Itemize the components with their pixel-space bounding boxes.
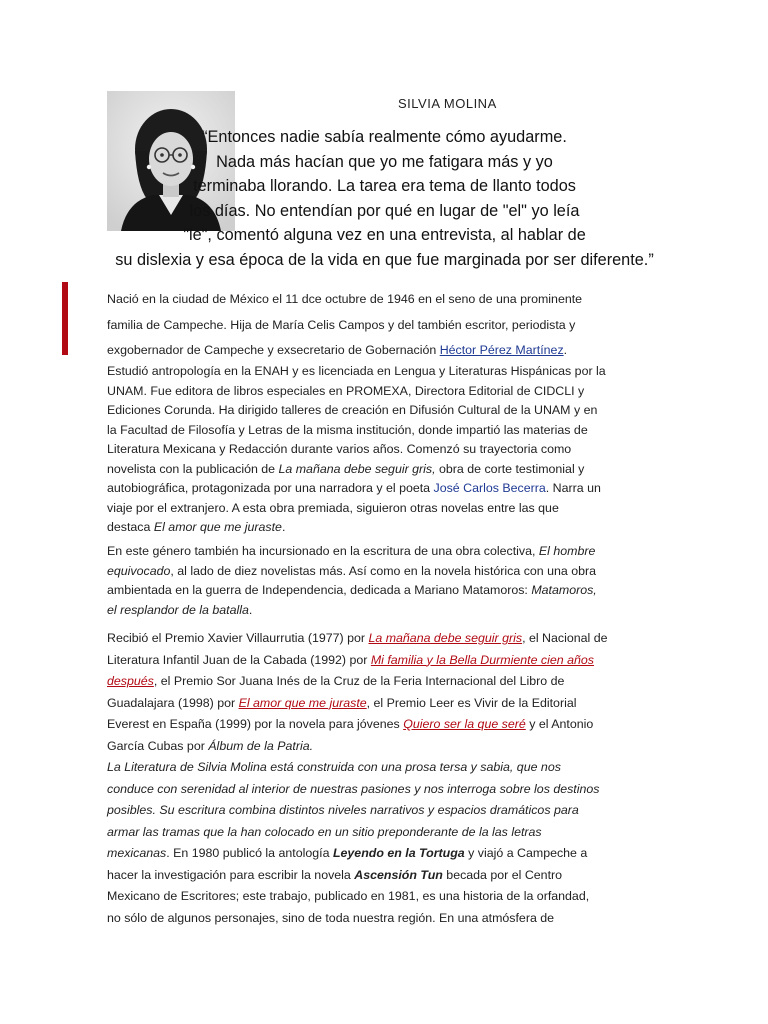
text: armar las tramas que la han colocado en un sitio preponderante de la las letras <box>107 824 542 839</box>
bio-paragraph-3 <box>107 542 661 620</box>
text: ambientada en la guerra de Independencia, dedicada a Mariano Matamoros: <box>107 583 532 597</box>
book-title: La mañana debe seguir gris, <box>278 461 436 476</box>
quote-line: terminaba llorando. La tarea era tema de llanto todos <box>193 177 576 195</box>
book-link-mi-familia[interactable]: Mi familia y la Bella Durmiente cien años <box>370 652 594 667</box>
book-link-la-manana[interactable]: La mañana debe seguir gris <box>368 631 523 645</box>
book-title: el resplandor de la batalla <box>107 602 249 617</box>
bio-paragraph-4 <box>107 628 661 929</box>
text-line <box>107 779 661 801</box>
text: Literatura Infantil Juan de la Cabada (1992) por <box>107 652 371 667</box>
text-line <box>107 518 661 538</box>
text: autobiográfica, protagonizada por una narradora y el poeta <box>107 481 434 495</box>
text: exgobernador de Campeche y exsecretario de Gobernación <box>107 343 440 357</box>
text: , el Premio Leer es Vivir de la Editorial <box>366 695 577 710</box>
text: obra de corte testimonial y <box>435 461 585 476</box>
word: por <box>186 738 205 753</box>
text-line <box>107 479 661 499</box>
poet-name: José Carlos Becerra <box>433 481 546 495</box>
book-title: equivocado <box>107 563 171 578</box>
quote-line: "le", comentó alguna vez en una entrevista, al hablar de <box>183 226 586 244</box>
book-link-el-amor[interactable]: El amor que me juraste <box>238 695 367 710</box>
text-line <box>107 671 661 693</box>
text: . En 1980 publicó la antología <box>166 846 333 860</box>
word: García <box>107 738 145 753</box>
text: novelista con la publicación de <box>107 461 279 476</box>
quote-line: su dislexia y esa época de la vida en que fue marginada por ser diferente.” <box>115 250 654 269</box>
text: , al lado de diez novelistas más. Así como en la novela histórica con una obra <box>170 563 597 578</box>
quote-line: los días. No entendían por qué en lugar de "el" yo leía <box>189 201 580 220</box>
word: la <box>264 738 274 753</box>
text-line <box>107 714 661 736</box>
text-line: familia de Campeche. Hija de María Celis Campos y del también escritor, periodista y <box>107 317 576 332</box>
text: En este género también ha incursionado en la escritura de una obra colectiva, <box>107 544 539 558</box>
word: Cubas <box>147 738 184 753</box>
text: destaca <box>107 520 154 534</box>
text: , el Premio Sor Juana Inés de la Cruz de la Feria Internacional del Libro de <box>153 674 565 688</box>
accent-bar <box>62 282 68 355</box>
bio-paragraph-1 <box>107 287 661 364</box>
text-line <box>107 542 661 562</box>
book-title: Matamoros, <box>531 583 597 597</box>
text-line: viaje por el extranjero. A esta obra premiada, siguieron otras novelas entre las que <box>107 500 559 515</box>
word: Patria. <box>277 738 314 753</box>
author-name: SILVIA MOLINA <box>398 96 497 111</box>
text: Nació en la ciudad de México el 11 dce octubre de 1946 en el seno de una prominente <box>107 292 583 306</box>
text-line <box>107 628 661 650</box>
text-line <box>107 800 661 822</box>
text: Recibió el Premio Xavier Villaurrutia (1977) por <box>107 631 369 645</box>
text-line <box>107 601 661 621</box>
text: y el Antonio <box>525 717 594 731</box>
text: La Literatura de Silvia Molina está construida con una prosa tersa y sabia, que nos <box>107 760 561 774</box>
text: . <box>563 343 568 357</box>
text-line <box>107 757 661 779</box>
book-title: El hombre <box>538 544 596 558</box>
text: posibles. Su escritura combina distintos niveles narrativos y espacios dramáticos para <box>107 803 579 817</box>
word: Álbum <box>208 738 244 753</box>
text: y viajó a Campeche a <box>464 846 588 860</box>
text-line <box>107 865 661 887</box>
text-line <box>107 650 661 672</box>
book-title: Leyendo en la Tortuga <box>332 846 465 860</box>
text-line <box>107 581 661 601</box>
book-title: El amor que me juraste <box>153 520 282 534</box>
text: . Narra un <box>545 481 601 495</box>
text-line <box>107 562 661 582</box>
book-title: Ascensión Tun <box>354 867 443 882</box>
text-line: Literatura Mexicana y Redacción durante varios años. Comenzó su trayectoria como <box>107 442 572 456</box>
book-link-mi-familia-cont[interactable]: después <box>107 674 154 688</box>
word: de <box>246 738 261 753</box>
hector-perez-martinez-link[interactable]: Héctor Pérez Martínez <box>439 343 564 357</box>
text-line: UNAM. Fue editora de libros especiales en PROMEXA, Directora Editorial de CIDCLI y <box>107 383 585 398</box>
text-line <box>107 287 661 313</box>
quote-line: “Entonces nadie sabía realmente cómo ayudarme. <box>202 128 567 146</box>
quote-block <box>102 125 667 272</box>
text: . <box>281 520 286 534</box>
text: mexicanas <box>107 846 167 860</box>
text-line <box>107 843 661 865</box>
quote-line: Nada más hacían que yo me fatigara más y yo <box>216 152 553 171</box>
text-line <box>107 460 661 480</box>
text-line: Mexicano de Escritores; este trabajo, publicado en 1981, es una historia de la orfandad, <box>107 889 590 903</box>
text-line <box>107 822 661 844</box>
text: Everest en España (1999) por la novela para jóvenes <box>107 717 404 731</box>
text: hacer la investigación para escribir la novela <box>107 867 355 882</box>
text-line <box>107 736 661 758</box>
text-line <box>107 338 661 364</box>
text: . <box>248 602 253 617</box>
text-line: la Facultad de Filosofía y Letras de la misma institución, donde impartió las materias de <box>107 422 588 437</box>
text-line: no sólo de algunos personajes, sino de toda nuestra región. En una atmósfera de <box>107 910 555 925</box>
book-link-quiero-ser[interactable]: Quiero ser la que seré <box>403 717 526 731</box>
bio-paragraph-2 <box>107 362 661 538</box>
text-line: Ediciones Corunda. Ha dirigido talleres de creación en Difusión Cultural de la UNAM y en <box>107 403 598 417</box>
text: Guadalajara (1998) por <box>107 695 239 710</box>
text-line <box>107 693 661 715</box>
text: conduce con serenidad al interior de nuestras pasiones y nos interroga sobre los destinos <box>107 781 600 796</box>
text: becada por el Centro <box>442 867 563 882</box>
text-line: Estudió antropología en la ENAH y es licenciada en Lengua y Literaturas Hispánicas por la <box>107 364 606 378</box>
text: , el Nacional de <box>522 631 608 645</box>
